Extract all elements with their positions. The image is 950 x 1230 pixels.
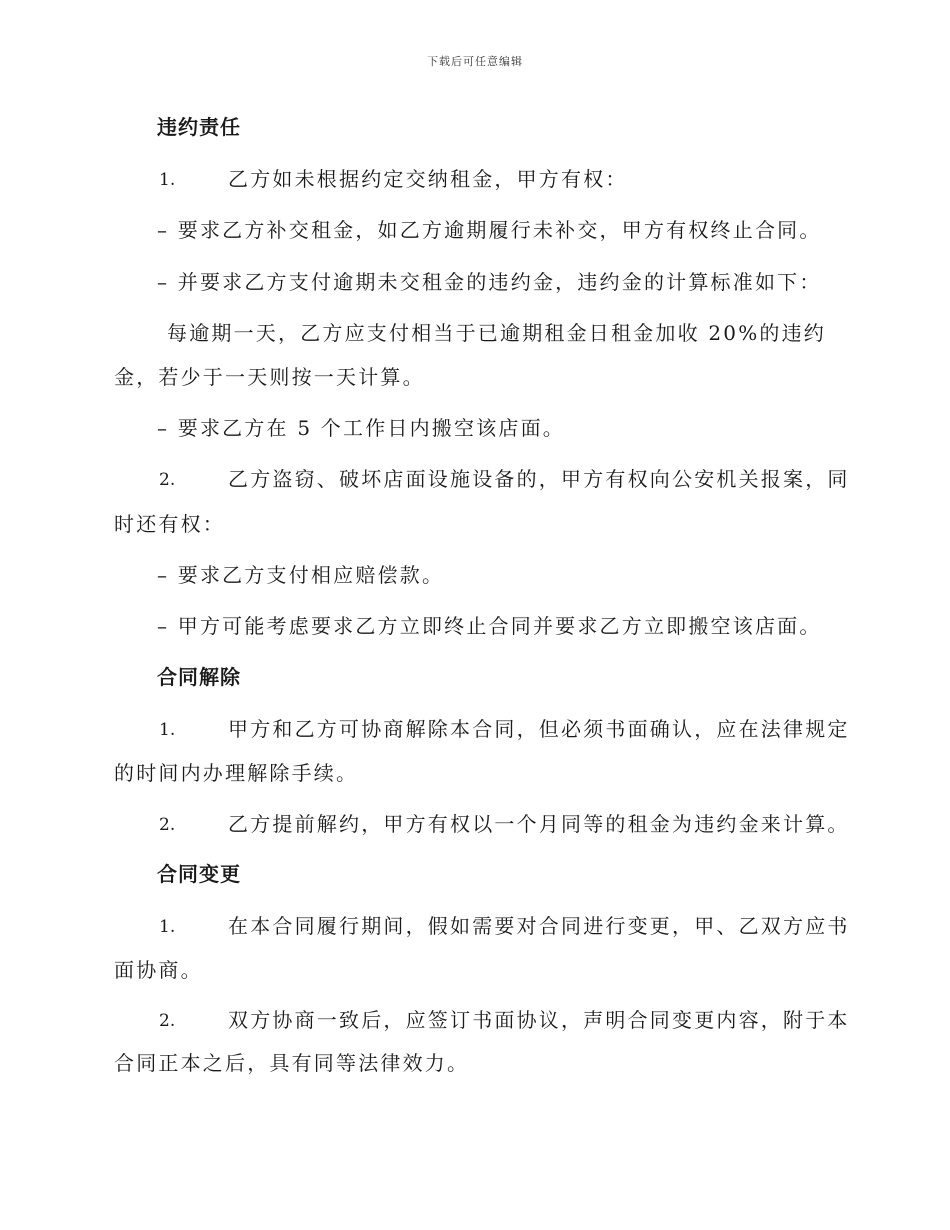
item-continuation: 合同正本之后，具有同等法律效力。: [114, 1051, 470, 1075]
item-number: 1.: [159, 170, 176, 190]
item-text: 双方协商一致后，应签订书面协议，声明合同变更内容，附于本: [228, 1008, 850, 1032]
item-continuation: 时还有权：: [114, 512, 225, 536]
item-number: 1.: [159, 720, 176, 740]
item-number: 2.: [159, 815, 176, 835]
item-number: 1.: [159, 917, 176, 937]
item-text: 乙方如未根据约定交纳租金，甲方有权：: [228, 167, 628, 191]
item-continuation: 面协商。: [114, 958, 203, 982]
section-title-change: 合同变更: [157, 862, 241, 886]
bullet-line: – 甲方可能考虑要求乙方立即终止合同并要求乙方立即搬空该店面。: [157, 614, 822, 638]
paragraph-line: 金，若少于一天则按一天计算。: [114, 365, 425, 389]
item-number: 2.: [159, 470, 176, 490]
paragraph-line: 每逾期一天，乙方应支付相当于已逾期租金日租金加收 20%的违约: [167, 321, 827, 345]
item-number: 2.: [159, 1011, 176, 1031]
section-title-termination: 合同解除: [157, 665, 241, 689]
section-title-breach: 违约责任: [157, 115, 241, 139]
bullet-line: – 并要求乙方支付逾期未交租金的违约金，违约金的计算标准如下：: [157, 270, 822, 294]
item-text: 乙方盗窃、破坏店面设施设备的，甲方有权向公安机关报案，同: [228, 467, 850, 491]
item-text: 在本合同履行期间，假如需要对合同进行变更，甲、乙双方应书: [228, 914, 850, 938]
item-continuation: 的时间内办理解除手续。: [114, 761, 359, 785]
item-text: 乙方提前解约，甲方有权以一个月同等的租金为违约金来计算。: [228, 812, 850, 836]
bullet-line: – 要求乙方补交租金，如乙方逾期履行未补交，甲方有权终止合同。: [157, 218, 822, 242]
page-header: 下载后可任意编辑: [427, 55, 523, 68]
item-text: 甲方和乙方可协商解除本合同，但必须书面确认，应在法律规定: [228, 717, 850, 741]
bullet-line: – 要求乙方在 5 个工作日内搬空该店面。: [157, 416, 565, 440]
bullet-line: – 要求乙方支付相应赔偿款。: [157, 563, 445, 587]
